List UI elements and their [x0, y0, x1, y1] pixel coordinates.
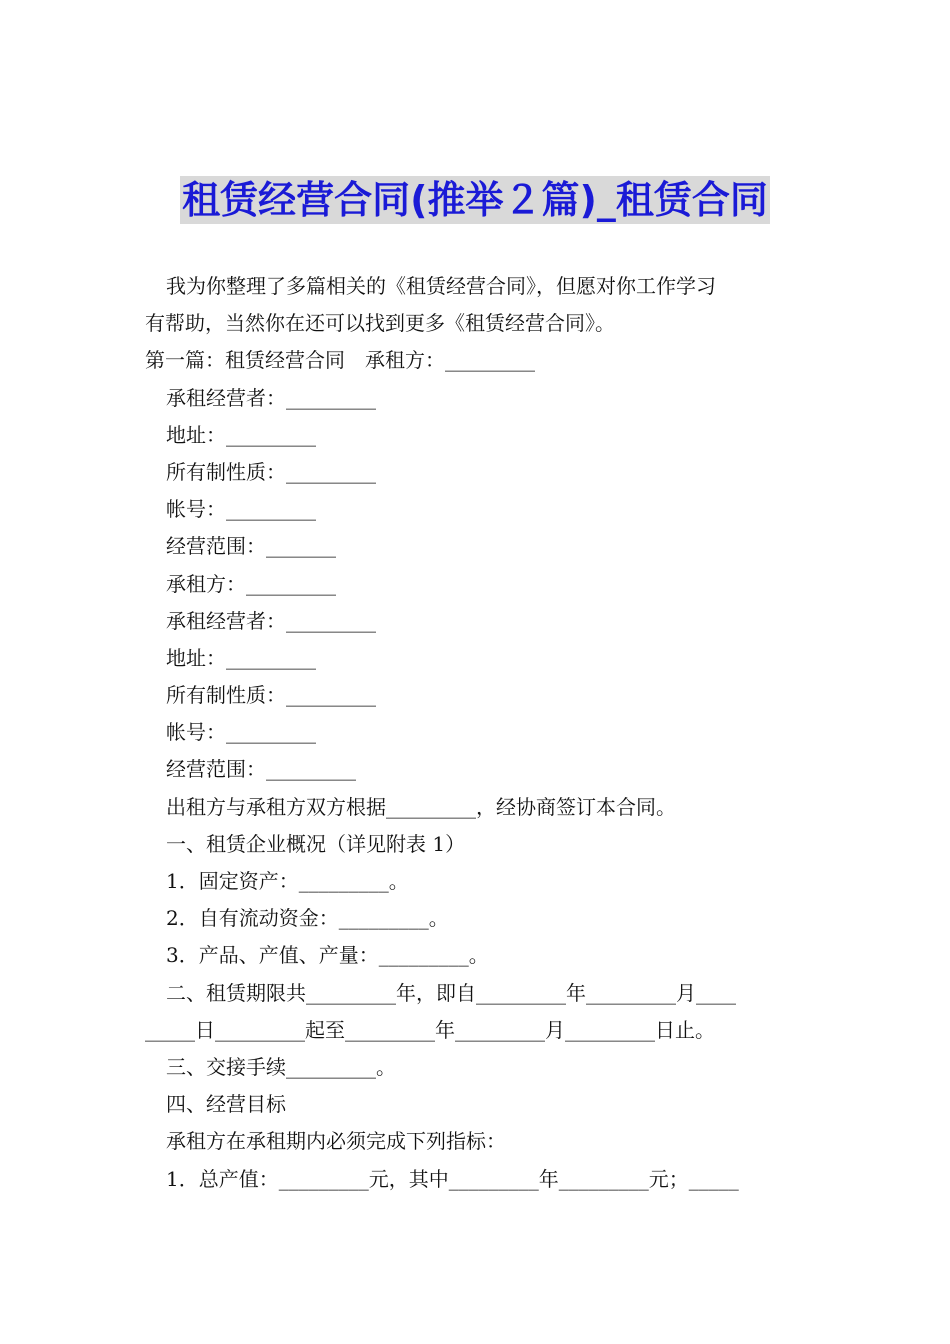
paragraph-line: 经营范围：_______	[166, 534, 336, 559]
paragraph-line: 出租方与承租方双方根据_________，经协商签订本合同。	[166, 794, 676, 819]
paragraph-line: 二、租赁期限共_________年，即自_________年_________月____	[166, 980, 736, 1005]
paragraph-line: 三、交接手续_________。	[166, 1054, 396, 1079]
paragraph-line: 所有制性质：_________	[166, 683, 376, 708]
document-body	[145, 268, 810, 1198]
paragraph-line: 我为你整理了多篇相关的《租赁经营合同》，但愿对你工作学习	[166, 274, 716, 298]
paragraph-line: 有帮助，当然你在还可以找到更多《租赁经营合同》。	[145, 311, 615, 336]
paragraph-line: 承租方：_________	[166, 571, 336, 596]
paragraph-line: 地址：_________	[166, 422, 316, 447]
paragraph-line: 经营范围：_________	[166, 757, 356, 782]
paragraph-line: 一、租赁企业概况（详见附表 1）	[166, 831, 466, 856]
document-title: 租赁经营合同(推举２篇)_租赁合同	[182, 178, 768, 222]
paragraph-line: 1．总产值：_________元，其中_________年_________元；_____	[166, 1166, 739, 1191]
paragraph-line: 2．自有流动资金：_________。	[166, 906, 449, 931]
paragraph-line: 第一篇：租赁经营合同 承租方：_________	[145, 348, 535, 373]
paragraph-line: 承租经营者：_________	[166, 608, 376, 633]
paragraph-line: 四、经营目标	[166, 1092, 286, 1117]
paragraph-line: 1．固定资产：_________。	[166, 869, 409, 893]
paragraph-line: 帐号：_________	[166, 720, 316, 745]
paragraph-line: _____日_________起至_________年_________月_________日止。	[145, 1017, 715, 1042]
title-container	[0, 176, 950, 224]
paragraph-line: 承租方在承租期内必须完成下列指标：	[166, 1129, 506, 1154]
paragraph-line: 承租经营者：_________	[166, 385, 376, 410]
paragraph-line: 地址：_________	[166, 645, 316, 670]
paragraph-line: 帐号：_________	[166, 497, 316, 522]
paragraph-line: 所有制性质：_________	[166, 459, 376, 484]
paragraph-line: 3．产品、产值、产量：_________。	[166, 943, 489, 968]
